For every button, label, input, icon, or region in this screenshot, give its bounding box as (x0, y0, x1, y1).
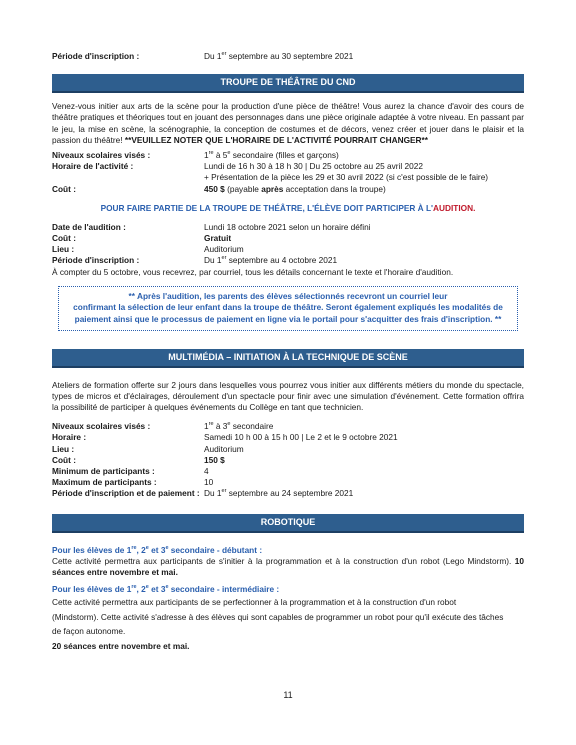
multimedia-periode-label: Période d'inscription et de paiement : (52, 488, 200, 499)
audition-date-row (52, 222, 524, 233)
top-inscription-value (204, 51, 524, 62)
multimedia-horaire-value: Samedi 10 h 00 à 15 h 00 | Le 2 et le 9 octobre 2021 (204, 432, 398, 443)
top-inscription-row (52, 51, 524, 62)
multimedia-periode-row (52, 488, 524, 499)
audition-periode-sup: er (221, 255, 227, 262)
audition-info-box (58, 286, 518, 331)
int-h-3: et 3 (148, 584, 166, 595)
audition-lieu-label: Lieu : (52, 244, 75, 255)
multimedia-description: Ateliers de formation offerte sur 2 jours dans lesquelles vous pourrez vous initier aux différents métiers du monde du spectacle, types de micros et d'éclairages, déroulement d'un spectacle pour finir avec une simulation d'événement. Cette formation offrira la possibilité de participer à quelques événements du Collège en tant que technicien. (52, 379, 524, 413)
int-h-1: Pour les élèves de 1 (52, 584, 132, 595)
robotique-debutant-heading (52, 545, 524, 556)
multimedia-niveaux-c: secondaire (230, 421, 274, 432)
int-h-2s: e (145, 584, 149, 591)
theatre-cout-value (204, 184, 524, 195)
audition-cout-value: Gratuit (204, 233, 232, 244)
multimedia-max-row (52, 477, 524, 488)
audition-notice-red: AUDITION. (433, 202, 476, 213)
multimedia-niveaux-b-sup: e (227, 421, 231, 428)
theatre-niveaux-row (52, 150, 524, 161)
audition-details-note: À compter du 5 octobre, vous recevrez, par courriel, tous les détails concernant le texte et l'horaire d'audition. (52, 266, 454, 277)
theatre-niveaux-value (204, 150, 524, 161)
multimedia-horaire-label: Horaire : (52, 432, 87, 443)
multimedia-cout-label: Coût : (52, 454, 76, 465)
multimedia-niveaux-a: 1 (204, 421, 209, 432)
page-number: 11 (283, 690, 293, 700)
top-value-post: septembre au 30 septembre 2021 (226, 51, 354, 61)
multimedia-periode-sup: er (221, 488, 227, 495)
audition-periode-label: Période d'inscription : (52, 255, 140, 266)
int-line-1: Cette activité permettra aux participants de se perfectionner à la programmation et à la construction d'un robot (52, 597, 457, 608)
multimedia-lieu-label: Lieu : (52, 443, 75, 454)
deb-h-1s: re (131, 544, 137, 551)
multimedia-niveaux-row (52, 421, 524, 432)
int-sessions: 20 séances entre novembre et mai. (52, 640, 190, 651)
audition-box-line-2: confirmant la sélection de leur enfant dans la troupe de théâtre. Seront également expliqués les modalités de (73, 302, 503, 313)
multimedia-periode-value (204, 488, 524, 499)
deb-h-3: et 3 (148, 544, 166, 555)
audition-periode-post: septembre au 4 octobre 2021 (226, 255, 338, 266)
int-h-2: , 2 (136, 584, 146, 595)
theatre-cout-label: Coût : (52, 183, 76, 194)
multimedia-horaire-row (52, 432, 524, 443)
audition-date-value: Lundi 18 octobre 2021 selon un horaire défini (204, 221, 371, 232)
theatre-niveaux-a: 1 (204, 149, 209, 160)
deb-h-2s: e (145, 544, 149, 551)
deb-h-4: secondaire - débutant : (168, 544, 263, 555)
multimedia-cout-value: 150 $ (204, 454, 225, 465)
multimedia-niveaux-value (204, 421, 524, 432)
audition-periode-pre: Du 1 (204, 255, 222, 266)
multimedia-section-header: MULTIMÉDIA – INITIATION À LA TECHNIQUE DE SCÈNE (52, 349, 524, 368)
top-inscription-label: Période d'inscription : (52, 51, 140, 61)
robotique-intermediaire-heading (52, 584, 524, 595)
top-value-sup: er (221, 51, 227, 58)
audition-lieu-row (52, 244, 524, 255)
multimedia-periode-pre: Du 1 (204, 488, 222, 499)
multimedia-min-row (52, 466, 524, 477)
theatre-niveaux-a-sup: re (208, 150, 214, 157)
theatre-horaire-label: Horaire de l'activité : (52, 161, 134, 172)
theatre-horaire-value: Lundi de 16 h 30 à 18 h 30 | Du 25 octobre au 25 avril 2022 (204, 161, 423, 172)
deb-h-3s: e (165, 544, 169, 551)
audition-date-label: Date de l'audition : (52, 221, 126, 232)
multimedia-max-label: Maximum de participants : (52, 477, 157, 488)
multimedia-cout-row (52, 455, 524, 466)
theatre-cout-amount: 450 $ (204, 183, 225, 194)
int-line-3: de façon autonome. (52, 626, 126, 637)
multimedia-periode-post: septembre au 24 septembre 2021 (226, 488, 354, 499)
deb-h-1: Pour les élèves de 1 (52, 544, 132, 555)
theatre-niveaux-b-sup: e (227, 150, 231, 157)
theatre-desc-text: Venez-vous initier aux arts de la scène pour la production d'une pièce de théâtre! Vous aurez la chance d'avoir des cours de théâtre pratiques et théoriques tout en jouant des personnages dans une pièce originale adaptée à votre niveau. En passant par le jeu, la mise en scène, la scénographie, la conception de costumes et de décors, venez créer et jouer dans le plaisir et la passion du théâtre! (52, 101, 524, 145)
deb-desc-text: Cette activité permettra aux participants de s'initier à la programmation et à la construction d'un robot (Lego Mindstorm). (52, 555, 515, 566)
audition-box-line-3: paiement ainsi que le processus de paiement en ligne via le portail pour s'acquitter des frais d'inscription. ** (74, 314, 502, 325)
robotique-section-header: ROBOTIQUE (52, 514, 524, 533)
audition-periode-row (52, 255, 524, 266)
deb-h-2: , 2 (136, 544, 146, 555)
int-h-4: secondaire - intermédiaire : (168, 584, 280, 595)
int-h-1s: re (131, 584, 137, 591)
multimedia-niveaux-b: à 3 (213, 421, 228, 432)
audition-lieu-value: Auditorium (204, 244, 244, 255)
multimedia-min-label: Minimum de participants : (52, 465, 155, 476)
audition-periode-value (204, 255, 524, 266)
multimedia-lieu-row (52, 444, 524, 455)
theatre-cout-bold: après (261, 183, 284, 194)
theatre-cout-post: acceptation dans la troupe) (283, 183, 386, 194)
top-value-pre: Du 1 (204, 51, 222, 61)
audition-notice-text: POUR FAIRE PARTIE DE LA TROUPE DE THÉÂTRE, L'ÉLÈVE DOIT PARTICIPER À L' (100, 202, 434, 213)
int-line-2: (Mindstorm). Cette activité s'adresse à des élèves qui sont capables de programmer un robot pour qu'il exécute des tâches (52, 611, 504, 622)
multimedia-max-value: 10 (204, 477, 214, 488)
audition-cout-row (52, 233, 524, 244)
robotique-intermediaire-description (52, 595, 524, 653)
multimedia-niveaux-a-sup: re (208, 421, 214, 428)
theatre-desc-warning: **VEUILLEZ NOTER QUE L'HORAIRE DE L'ACTIVITÉ POURRAIT CHANGER** (124, 134, 429, 145)
theatre-horaire-row (52, 161, 524, 172)
theatre-presentation-row: + Présentation de la pièce les 29 et 30 avril 2022 (si c'est possible de le faire) (204, 172, 489, 183)
theatre-cout-pre: (payable (224, 183, 262, 194)
theatre-description (52, 101, 524, 146)
int-h-3s: e (165, 584, 169, 591)
robotique-debutant-description (52, 556, 524, 578)
deb-sessions: 10 séances entre novembre et mai. (52, 555, 524, 577)
theatre-cout-row (52, 184, 524, 195)
multimedia-niveaux-label: Niveaux scolaires visés : (52, 421, 151, 432)
theatre-niveaux-b: à 5 (213, 149, 228, 160)
audition-box-line-1: ** Après l'audition, les parents des élèves sélectionnés recevront un courriel leur (128, 290, 448, 301)
multimedia-lieu-value: Auditorium (204, 443, 244, 454)
theatre-section-header: TROUPE DE THÉÂTRE DU CND (52, 74, 524, 93)
audition-notice (52, 203, 524, 214)
multimedia-min-value: 4 (204, 465, 209, 476)
theatre-niveaux-label: Niveaux scolaires visés : (52, 149, 151, 160)
page-content (52, 51, 524, 653)
theatre-niveaux-c: secondaire (filles et garçons) (230, 149, 339, 160)
audition-cout-label: Coût : (52, 233, 76, 244)
